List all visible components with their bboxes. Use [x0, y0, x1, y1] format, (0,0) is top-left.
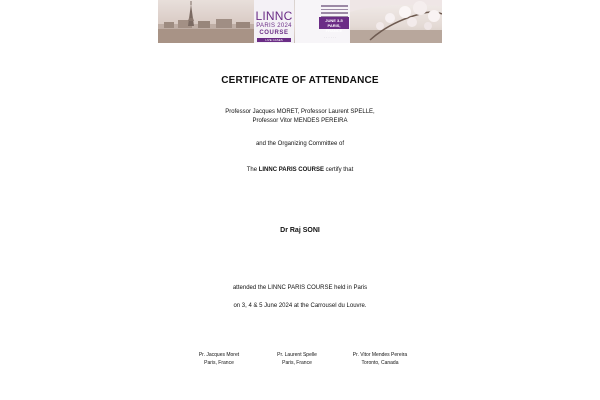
signatory-mendes-pereira [325, 352, 435, 367]
professors-line-1: Professor Jacques MORET, Professor Laurent SPELLE, [225, 109, 375, 115]
eiffel-tower-icon [158, 0, 254, 43]
header-banner [158, 0, 442, 43]
paris-skyline-image [158, 0, 254, 43]
certify-course-name: LINNC PARIS COURSE [258, 167, 324, 173]
signatory-name: Pr. Vitor Mendes Pereira [352, 352, 408, 358]
cherry-blossom-image [350, 0, 442, 43]
signatory-name: Pr. Jacques Moret [198, 352, 240, 358]
attended-line: attended the LINNC PARIS COURSE held in Paris [232, 285, 368, 291]
professors-line-2: Professor Vitor MENDES PEREIRA [252, 118, 348, 124]
dates-line: on 3, 4 & 5 June 2024 at the Carrousel du Louvre. [233, 303, 367, 309]
logo-course-text: COURSE [259, 30, 289, 36]
signatory-location: Paris, France [282, 359, 312, 366]
certificate-title: CERTIFICATE OF ATTENDANCE [221, 75, 379, 86]
signatory-location: Paris, France [204, 359, 234, 366]
blossom-icon [350, 0, 442, 43]
logo-city-year: PARIS 2024 [256, 23, 292, 29]
linnc-logo [254, 0, 294, 43]
certify-suffix: certify that [323, 167, 354, 173]
event-date-box [319, 17, 349, 33]
event-footnote-mark: · · · · · · [324, 35, 337, 39]
recipient-name: Dr Raj SONI [280, 227, 320, 234]
signatory-name: Pr. Laurent Spelle [277, 352, 317, 358]
signatory-location: Toronto, Canada [361, 359, 399, 366]
event-location: PARIS, FRANCE [325, 23, 343, 33]
logo-main-text: LINNC [255, 9, 293, 23]
certify-line [0, 166, 600, 175]
event-info-panel [295, 0, 350, 43]
logo-tag: LIVE CASES [257, 38, 291, 42]
committee-line: and the Organizing Committee of [255, 141, 345, 147]
certify-prefix: The [246, 167, 259, 173]
event-dates: JUNE 3-5 [325, 18, 343, 23]
